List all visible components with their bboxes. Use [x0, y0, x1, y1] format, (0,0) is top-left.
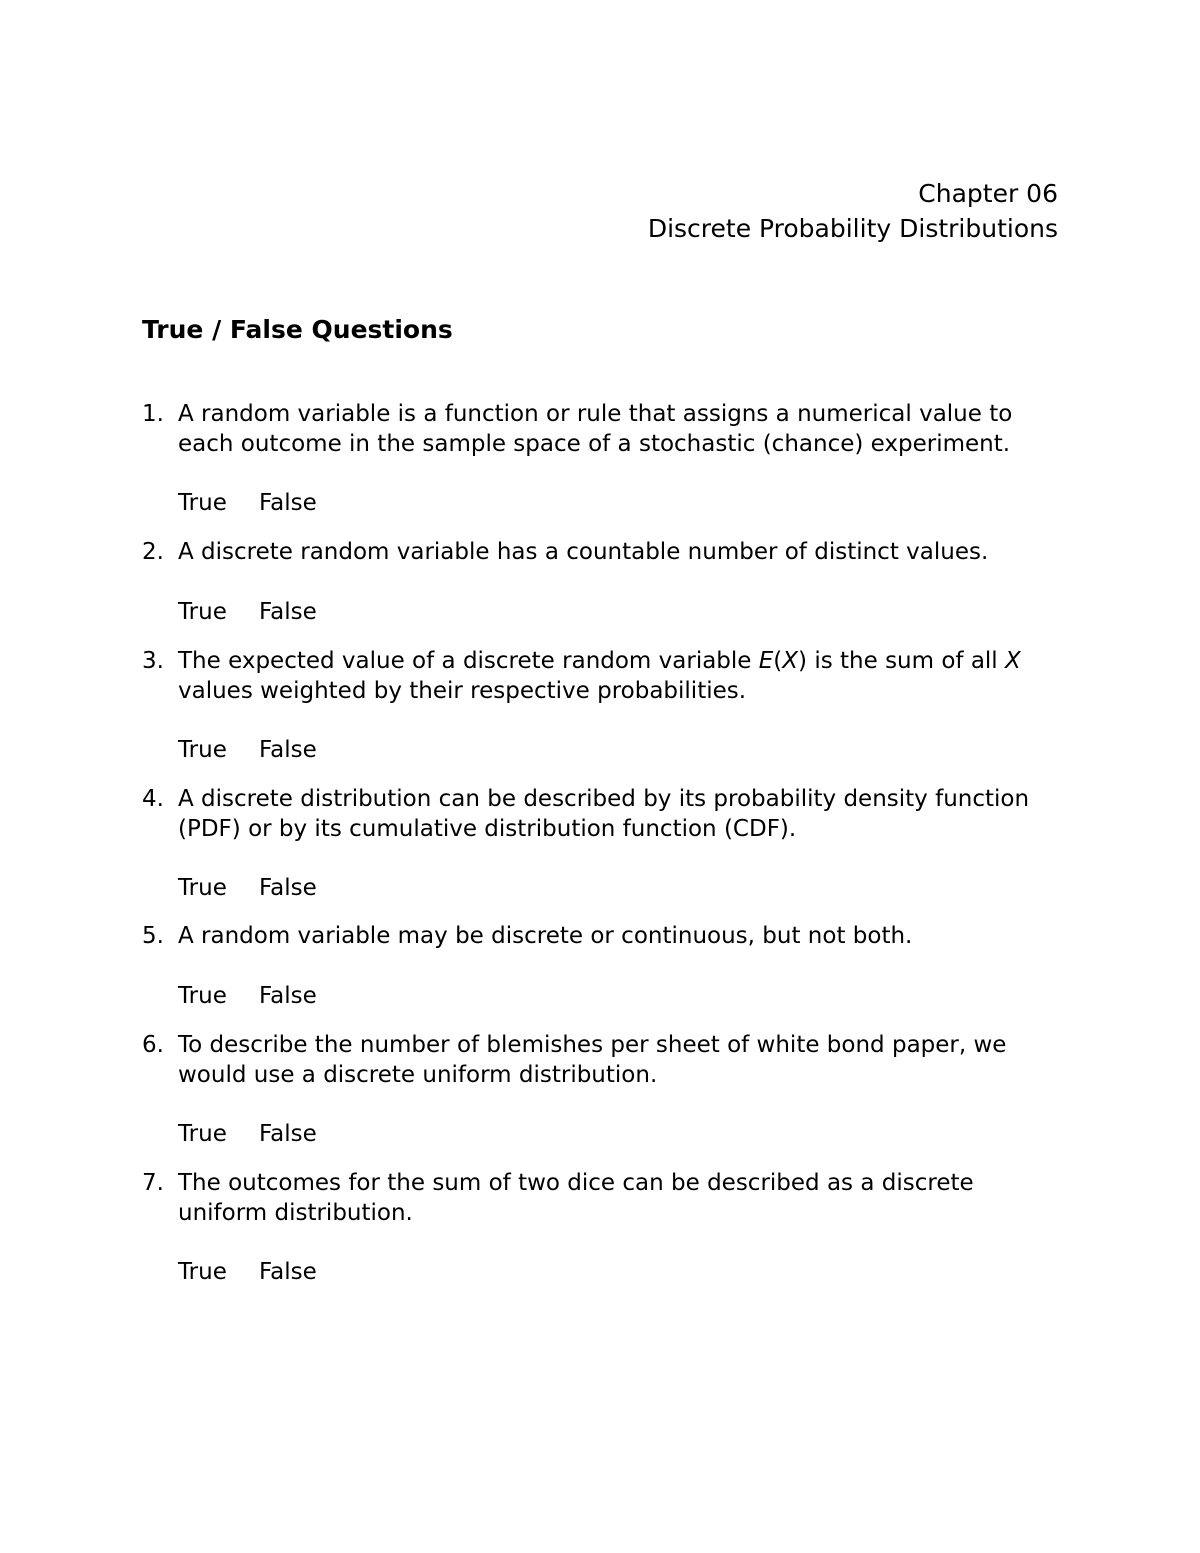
question-number: 6.	[142, 1032, 164, 1058]
true-option[interactable]: True	[178, 1259, 227, 1285]
answer-options	[178, 1120, 1072, 1150]
false-option[interactable]: False	[259, 875, 317, 901]
math-e: E	[758, 648, 774, 674]
question-text: A random variable may be discrete or continuous, but not both.	[178, 923, 913, 949]
answer-options	[178, 598, 1072, 628]
math-x: X	[782, 648, 799, 674]
question-text: A random variable is a function or rule that assigns a numerical value to each outcome in the sample space of a stochastic (chance) experiment.	[178, 401, 1013, 457]
question-7	[142, 1169, 1072, 1288]
false-option[interactable]: False	[259, 490, 317, 516]
answer-options	[178, 489, 1072, 519]
question-text: A discrete distribution can be described by its probability density function (PDF) or by its cumulative distribution function (CDF).	[178, 786, 1030, 842]
question-number: 7.	[142, 1170, 164, 1196]
question-number: 2.	[142, 539, 164, 565]
true-option[interactable]: True	[178, 598, 227, 625]
question-number: 5.	[142, 923, 164, 949]
question-text: To describe the number of blemishes per sheet of white bond paper, we would use a discrete uniform distribution.	[178, 1032, 1007, 1088]
true-option[interactable]: True	[178, 982, 227, 1009]
answer-options	[178, 736, 1072, 766]
question-text: A discrete random variable has a countable number of distinct values.	[178, 539, 989, 565]
false-option[interactable]: False	[259, 737, 317, 763]
question-3	[142, 647, 1072, 766]
question-text: The outcomes for the sum of two dice can be described as a discrete uniform distribution.	[178, 1170, 974, 1226]
section-heading: True / False Questions	[142, 315, 453, 344]
false-option[interactable]: False	[259, 1121, 317, 1147]
question-number: 1.	[142, 401, 164, 427]
false-option[interactable]: False	[259, 982, 317, 1009]
answer-options	[178, 874, 1072, 904]
answer-options	[178, 1258, 1072, 1288]
question-4	[142, 785, 1072, 904]
question-6	[142, 1031, 1072, 1150]
true-option[interactable]: True	[178, 1121, 227, 1147]
question-number: 4.	[142, 786, 164, 812]
page-header	[648, 176, 1058, 246]
true-option[interactable]: True	[178, 875, 227, 901]
true-option[interactable]: True	[178, 737, 227, 763]
math-x: X	[1005, 648, 1021, 674]
question-text: The expected value of a discrete random variable E(X) is the sum of all X values weighted by their respective probabilities.	[178, 648, 1021, 704]
question-number: 3.	[142, 648, 164, 674]
question-2	[142, 538, 1072, 627]
true-option[interactable]: True	[178, 490, 227, 516]
false-option[interactable]: False	[259, 598, 317, 625]
false-option[interactable]: False	[259, 1259, 317, 1285]
question-5	[142, 922, 1072, 1011]
chapter-title: Discrete Probability Distributions	[647, 214, 1058, 243]
question-1	[142, 400, 1072, 519]
chapter-label: Chapter 06	[918, 179, 1058, 208]
answer-options	[178, 982, 1072, 1012]
